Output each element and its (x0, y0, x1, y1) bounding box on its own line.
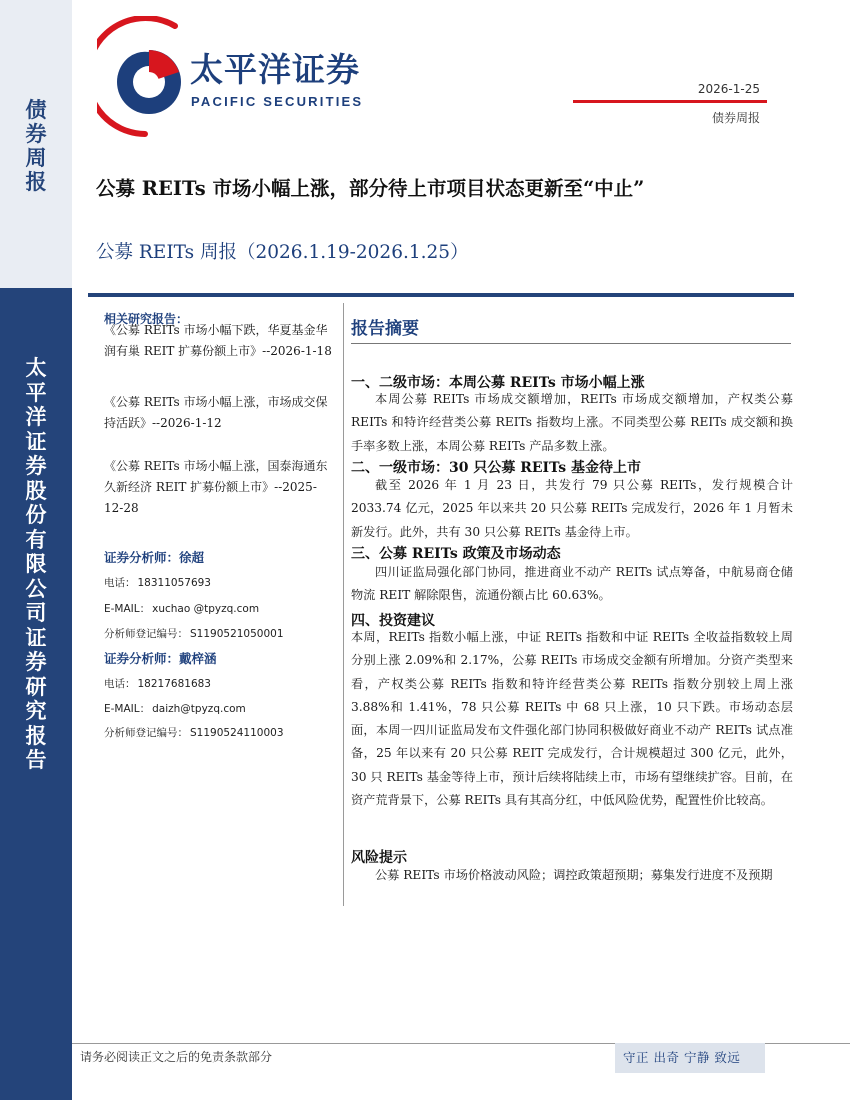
brand-name-en: PACIFIC SECURITIES (191, 94, 364, 109)
section-heading: 一、二级市场：本周公募 REITs 市场小幅上涨 (351, 375, 645, 391)
section-body: 本周公募 REITs 市场成交额增加，REITs 市场成交额增加，产权类公募 REITs 和特许经营类公募 REITs 指数均上涨。不同类型公募 REITs 成交额和换手率多数上涨，本周公募 REITs 产品多数上涨。 (351, 392, 793, 453)
report-subtitle: 公募 REITs 周报（2026.1.19-2026.1.25） (96, 242, 469, 263)
related-report-item[interactable]: 《公募 REITs 市场小幅上涨，国泰海通东久新经济 REIT 扩募份额上市》--2025-12-28 (104, 459, 328, 515)
risk-heading: 风险提示 (351, 850, 407, 866)
footer-slogan: 守正 出奇 宁静 致远 (615, 1043, 765, 1073)
analyst-title: 证券分析师：戴梓涵 (104, 651, 217, 666)
related-report-item[interactable]: 《公募 REITs 市场小幅上涨，市场成交保持活跃》--2026-1-12 (104, 395, 328, 430)
section-body: 四川证监局强化部门协同，推进商业不动产 REITs 试点筹备，中航易商仓储物流 REIT 解除限售，流通份额占比 60.63%。 (351, 565, 793, 603)
column-divider (343, 303, 344, 906)
summary-divider (351, 343, 791, 344)
analyst-title: 证券分析师：徐超 (104, 550, 205, 565)
related-reports-heading: 相关研究报告： (104, 312, 189, 326)
analyst-email[interactable]: E-MAIL： xuchao @tpyzq.com (104, 603, 260, 615)
section-heading: 三、公募 REITs 政策及市场动态 (351, 546, 561, 562)
related-report-item[interactable]: 《公募 REITs 市场小幅下跌，华夏基金华润有巢 REIT 扩募份额上市》--2026-1-18 (104, 323, 332, 358)
header-divider (88, 293, 794, 297)
report-date: 2026-1-25 (697, 82, 760, 96)
analyst-email[interactable]: E-MAIL： daizh@tpyzq.com (104, 703, 246, 715)
risk-body: 公募 REITs 市场价格波动风险；调控政策超预期；募集发行进度不及预期 (375, 868, 773, 882)
section-heading: 二、一级市场：30 只公募 REITs 基金待上市 (351, 460, 641, 476)
analyst-phone: 电话： 18311057693 (104, 577, 211, 589)
sidebar-report-type-label: 债券周报 (25, 97, 47, 194)
report-type: 债券周报 (711, 111, 760, 125)
brand-name-cn: 太平洋证券 (190, 50, 360, 89)
footer-disclaimer[interactable]: 请务必阅读正文之后的免责条款部分 (80, 1050, 273, 1064)
date-divider (573, 100, 767, 103)
analyst-registration: 分析师登记编号： S1190524110003 (104, 727, 284, 739)
section-body: 截至 2026 年 1 月 23 日，共发行 79 只公募 REITs，发行规模合计 2033.74 亿元，2025 年以来共 20 只公募 REITs 完成发行，2026 年 1 月暂未新发行。此外，共有 30 只公募 REITs 基金待上市。 (351, 478, 793, 539)
analyst-registration: 分析师登记编号： S1190521050001 (104, 628, 284, 640)
analyst-phone: 电话： 18217681683 (104, 678, 211, 690)
sidebar-company-label: 太平洋证券股份有限公司证券研究报告 (25, 355, 47, 772)
section-body: 本周，REITs 指数小幅上涨，中证 REITs 指数和中证 REITs 全收益指数较上周分别上涨 2.09%和 2.17%，公募 REITs 市场成交金额有所增加。分资产类型来看，产权类公募 REITs 指数和特许经营类公募 REITs 指数分别较上周上涨 3.88%和 1.41%，78 只公募 REITs 中 68 只上涨，10 只下跌。市场动态层面，本周一四川证监局发布文件强化部门协同积极做好商业不动产 REITs 试点准备，25 年以来有 20 只公募 REIT 完成发行，合计规模超过 300 亿元，此外，30 只 REITs 基金等待上市，预计后续将陆续上市，市场有望继续扩容。目前，在资产荒背景下，公募 REITs 具有其高分红，中低风险优势，配置性价比较高。 (351, 630, 793, 808)
summary-heading: 报告摘要 (351, 319, 419, 339)
section-heading: 四、投资建议 (351, 613, 435, 629)
report-title: 公募 REITs 市场小幅上涨，部分待上市项目状态更新至“中止” (96, 177, 645, 200)
